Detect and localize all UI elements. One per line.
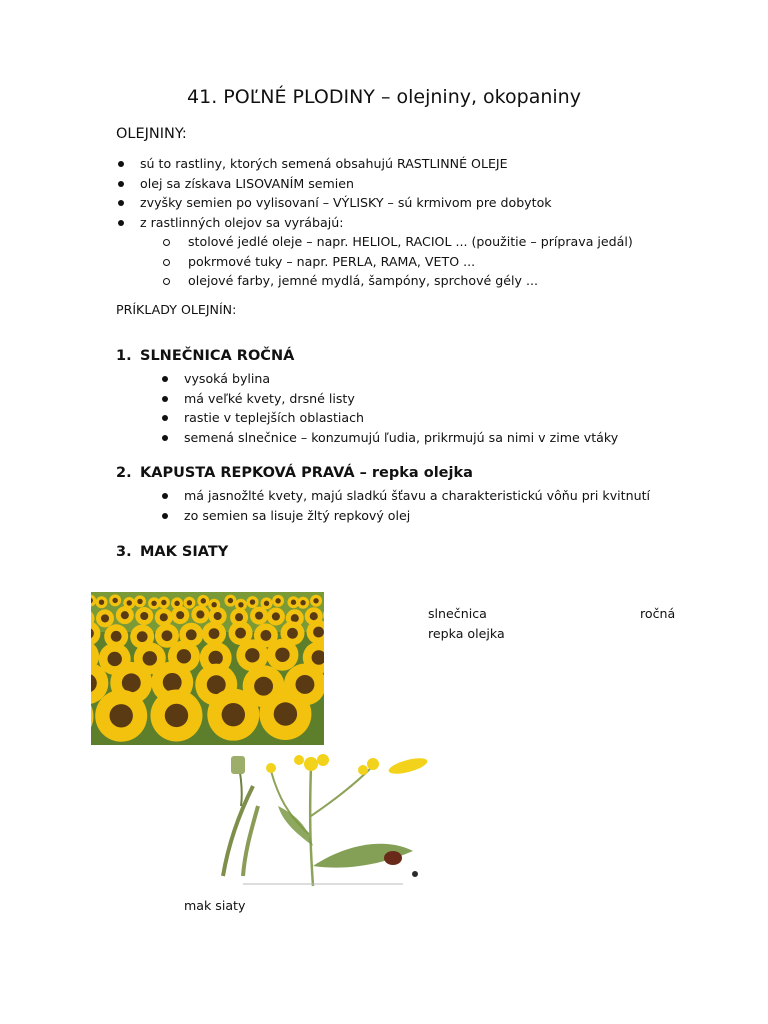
sunflower-head-icon [135, 607, 153, 625]
list-item: semená slnečnice – konzumujú ľudia, prikrmujú sa nimi v zime vtáky [160, 428, 618, 448]
examples-label: PRÍKLADY OLEJNÍN: [116, 302, 237, 317]
bullet-dot-icon [118, 220, 124, 226]
bullet-dot-icon [162, 396, 168, 402]
bullet-item: olej sa získava LISOVANÍM semien [116, 174, 633, 194]
sub-bullet-item: pokrmové tuky – napr. PERLA, RAMA, VETO ... [116, 252, 633, 272]
bullet-dot-icon [118, 200, 124, 206]
bullet-item: z rastlinných olejov sa vyrábajú: [116, 213, 633, 233]
sunflower-head-icon [155, 608, 173, 626]
bullet-list [116, 154, 633, 291]
sunflower-head-icon [310, 595, 322, 607]
rapeseed-illustration [183, 746, 463, 894]
sunflower-head-icon [246, 596, 258, 608]
caption-slnecnica: slnečnica [428, 606, 487, 621]
sub-bullet-item: olejové farby, jemné mydlá, šampóny, sprchové gély ... [116, 271, 633, 291]
heading-kapusta: 2. KAPUSTA REPKOVÁ PRAVÁ – repka olejka [116, 465, 473, 481]
sunflower-head-icon [158, 596, 170, 608]
sunflower-head-icon [207, 689, 259, 741]
bullet-dot-icon [162, 513, 168, 519]
sunflower-head-icon [297, 597, 309, 609]
circle-bullet-icon [163, 278, 170, 285]
sunflower-head-icon [95, 690, 147, 742]
sunflower-head-icon [96, 609, 114, 627]
list-item: zo semien sa lisuje žltý repkový olej [160, 506, 650, 526]
bullet-dot-icon [118, 181, 124, 187]
sunflower-head-icon [109, 594, 121, 606]
circle-bullet-icon [163, 239, 170, 246]
sunflower-head-icon [134, 595, 146, 607]
sunflower-head-icon [116, 606, 134, 624]
sunflower-head-icon [224, 595, 236, 607]
sunflower-head-icon [202, 622, 226, 646]
section-label-olejniny: OLEJNINY: [116, 126, 187, 142]
sunflower-head-icon [183, 597, 195, 609]
bullet-dot-icon [162, 435, 168, 441]
bullet-item: zvyšky semien po vylisovaní – VÝLISKY – sú krmivom pre dobytok [116, 193, 633, 213]
bullet-dot-icon [162, 493, 168, 499]
sunflower-head-icon [197, 595, 209, 607]
sunflower-head-icon [259, 688, 311, 740]
sunflower-head-icon [250, 607, 268, 625]
rapeseed-botanical-image [183, 746, 463, 894]
bullet-dot-icon [162, 376, 168, 382]
caption-repka: repka olejka [428, 626, 505, 641]
page-title: 41. POĽNÉ PLODINY – olejniny, okopaniny [187, 86, 581, 108]
kapusta-points [160, 486, 650, 525]
slnecnica-points [160, 369, 618, 447]
caption-rocna: ročná [640, 606, 676, 621]
bullet-dot-icon [162, 415, 168, 421]
heading-slnecnica: 1. SLNEČNICA ROČNÁ [116, 348, 295, 364]
list-item: má veľké kvety, drsné listy [160, 389, 618, 409]
sunflower-head-icon [150, 689, 202, 741]
bullet-dot-icon [118, 161, 124, 167]
bullet-item: sú to rastliny, ktorých semená obsahujú RASTLINNÉ OLEJE [116, 154, 633, 174]
sunflower-head-icon [96, 596, 108, 608]
list-item: vysoká bylina [160, 369, 618, 389]
circle-bullet-icon [163, 259, 170, 266]
caption-mak-siaty: mak siaty [184, 898, 246, 913]
list-item: rastie v teplejších oblastiach [160, 408, 618, 428]
sunflower-head-icon [267, 607, 285, 625]
sunflower-photo [91, 592, 324, 745]
sunflower-head-icon [272, 595, 284, 607]
sunflower-head-icon [171, 606, 189, 624]
sunflower-head-icon [266, 639, 298, 671]
sub-bullet-item: stolové jedlé oleje – napr. HELIOL, RACIOL ... (použitie – príprava jedál) [116, 232, 633, 252]
sunflower-head-icon [191, 605, 209, 623]
list-item: má jasnožlté kvety, majú sladkú šťavu a charakteristickú vôňu pri kvitnutí [160, 486, 650, 506]
sunflower-field-image [91, 592, 324, 745]
heading-mak: 3. MAK SIATY [116, 544, 229, 560]
sub-bullet-list [116, 232, 633, 291]
sub-bullet-container [116, 232, 633, 291]
